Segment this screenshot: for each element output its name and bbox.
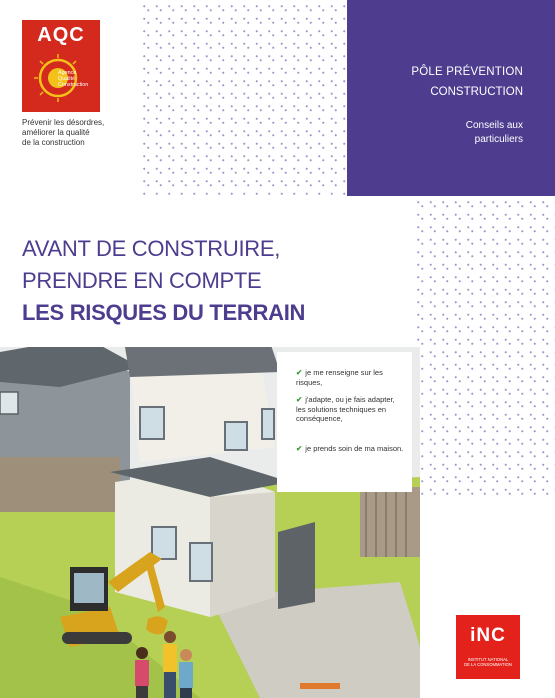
aqc-logo-line3: Construction — [58, 82, 89, 88]
tagline-line1: Prévenir les désordres, — [22, 118, 105, 127]
dot-pattern-right — [412, 196, 555, 496]
inc-logo — [456, 615, 520, 679]
main-title-line1: AVANT DE CONSTRUIRE, — [22, 236, 281, 261]
inc-logo-line2: DE LA CONSOMMATION — [464, 662, 512, 667]
inc-logo-subtitle — [460, 657, 516, 667]
main-title-line3: LES RISQUES DU TERRAIN — [22, 300, 306, 325]
pole-title-line2: CONSTRUCTION — [430, 86, 523, 98]
aqc-logo-title: AQC — [37, 24, 85, 46]
conseils-line2: particuliers — [474, 134, 523, 145]
checklist-panel — [277, 352, 412, 492]
checklist-item — [296, 395, 404, 424]
inc-logo-line1: INSTITUT NATIONAL — [467, 657, 509, 662]
aqc-logo-line2: Qualité — [58, 76, 76, 82]
pole-title-line1: PÔLE PRÉVENTION — [411, 66, 523, 78]
aqc-logo — [22, 20, 100, 112]
main-title-line2: PRENDRE EN COMPTE — [22, 268, 262, 293]
tagline-line2: améliorer la qualité — [22, 128, 90, 137]
check-icon: ✔ — [296, 444, 303, 453]
checklist-item-text: j'adapte, ou je fais adapter, les solutions techniques en conséquence, — [296, 395, 395, 423]
check-icon: ✔ — [296, 395, 303, 404]
aqc-logo-subtitle — [58, 70, 98, 88]
tagline-line3: de la construction — [22, 138, 85, 147]
checklist-item-text: je me renseigne sur les risques, — [296, 368, 383, 387]
aqc-logo-line1: Agence — [58, 70, 77, 76]
checklist-item — [296, 444, 404, 454]
check-icon: ✔ — [296, 368, 303, 377]
checklist-item — [296, 368, 404, 387]
tagline — [22, 118, 132, 148]
conseils-line1: Conseils aux — [465, 120, 523, 131]
pole-prevention-panel — [347, 0, 555, 196]
inc-logo-title: iNC — [470, 625, 506, 646]
dot-pattern-top — [138, 0, 347, 196]
checklist-item-text: je prends soin de ma maison. — [305, 444, 404, 453]
